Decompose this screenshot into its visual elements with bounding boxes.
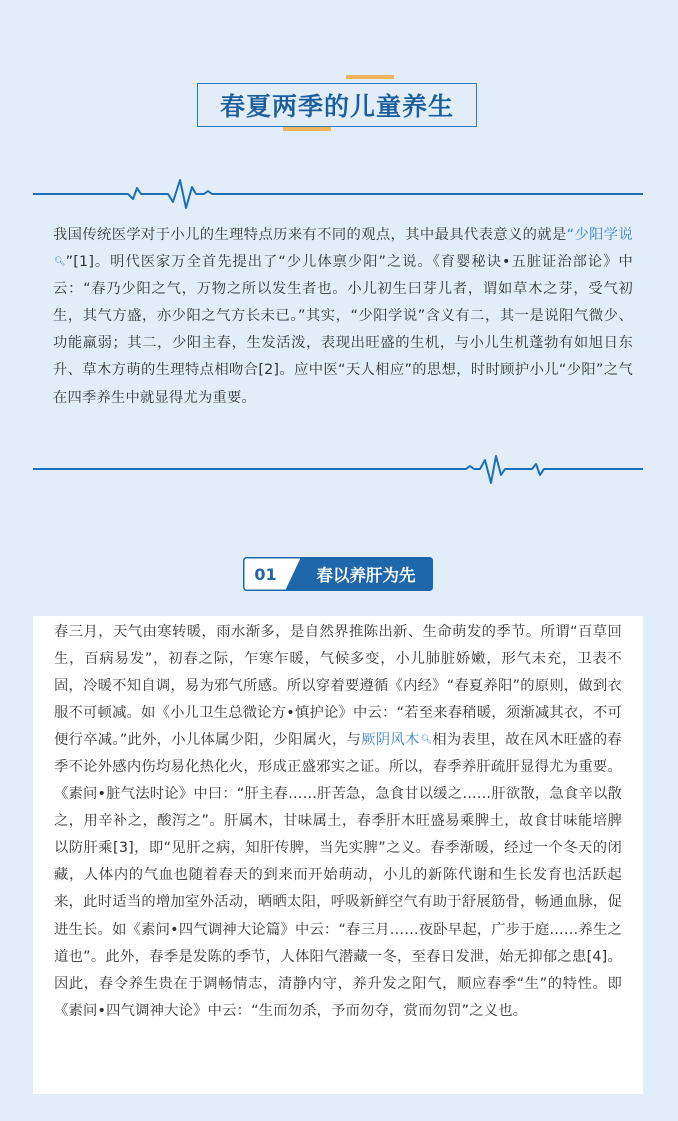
section-1-paragraph (54, 619, 622, 1025)
section-text-2: 相为表里，故在风木旺盛的春季不论外感内伤均易化热化火，形成正盛邪实之证。所以，春季养肝疏肝显得尤为重要。《素问•脏气法时论》中曰：“肝主春……肝苦急，急食甘以缓之……肝欲散，急食辛以散之，用辛补之，酸泻之”。肝属木，甘味属土，春季肝木旺盛易乘脾土，故食甘味能培脾以防肝乘[3]，即“见肝之病，知肝传脾，当先实脾”之义。春季渐暖，经过一个冬天的闭藏，人体内的气血也随着春天的到来而开始萌动，小儿的新陈代谢和生长发育也活跃起来，此时适当的增加室外活动，晒晒太阳，呼吸新鲜空气有助于舒展筋骨，畅通血脉，促进生长。如《素问•四气调神大论篇》中云：“春三月……夜卧早起，广步于庭……养生之道也”。此外，春季是发陈的季节，人体阳气潜藏一冬，至春日发泄，始无抑郁之患[4]。因此，春令养生贵在于调畅情志，清静内守，养升发之阳气，顺应春季“生”的特性。即《素问•四气调神大论》中云：“生而勿杀，予而勿夺，赏而勿罚”之义也。 (54, 732, 622, 1019)
title-block (0, 75, 678, 135)
search-icon: 🔍︎ (420, 735, 433, 746)
jueyin-fengmu-link[interactable] (361, 732, 432, 748)
intro-text-1: 我国传统医学对于小儿的生理特点历来有不同的观点，其中最具代表意义的就是 (53, 227, 567, 243)
heartbeat-line-icon (0, 451, 678, 491)
page-title: 春夏两季的儿童养生 (219, 92, 454, 121)
section-title: 春以养肝为先 (316, 566, 416, 585)
intro-paragraph (53, 222, 633, 412)
link-label: “少阳学说 (566, 227, 633, 243)
section-number: 01 (254, 564, 277, 584)
heartbeat-line-icon (0, 175, 678, 215)
title-frame (197, 83, 477, 127)
section-text-1: 春三月，天气由寒转暖，雨水渐多，是自然界推陈出新、生命萌发的季节。所谓“百草回生，百病易发”，初春之际，乍寒乍暖，气候多变，小儿肺脏娇嫩，形气未充，卫表不固，冷暖不知自调，易为邪气所感。所以穿着要遵循《内经》“春夏养阳”的原则，做到衣服不可顿减。如《小儿卫生总微论方•慎护论》中云：“若至来春稍暖，须渐减其衣，不可便行卒减。”此外，小儿体属少阳，少阳属火，与 (54, 624, 622, 749)
link-label: 厥阴风木 (361, 732, 420, 749)
section-heading-01 (243, 557, 433, 591)
title-accent-bar-bottom (283, 127, 331, 131)
intro-text-2: ”[1]。明代医家万全首先提出了“少儿体禀少阳”之说。《育婴秘诀•五脏证治部论》中云：“春乃少阳之气，万物之所以发生者也。小儿初生曰芽儿者，谓如草木之芽，受气初生，其气方盛，亦少阳之气方长未已。”其实，“少阳学说”含义有二，其一是说阳气微少、功能羸弱；其二，少阳主春，生发活泼，表现出旺盛的生机，与小儿生机蓬勃有如旭日东升、草木方萌的生理特点相吻合[2]。应中医“天人相应”的思想，时时顾护小儿“少阳”之气在四季养生中就显得尤为重要。 (53, 254, 633, 406)
title-accent-bar-top (346, 75, 394, 79)
search-icon: 🔍︎ (54, 257, 66, 268)
